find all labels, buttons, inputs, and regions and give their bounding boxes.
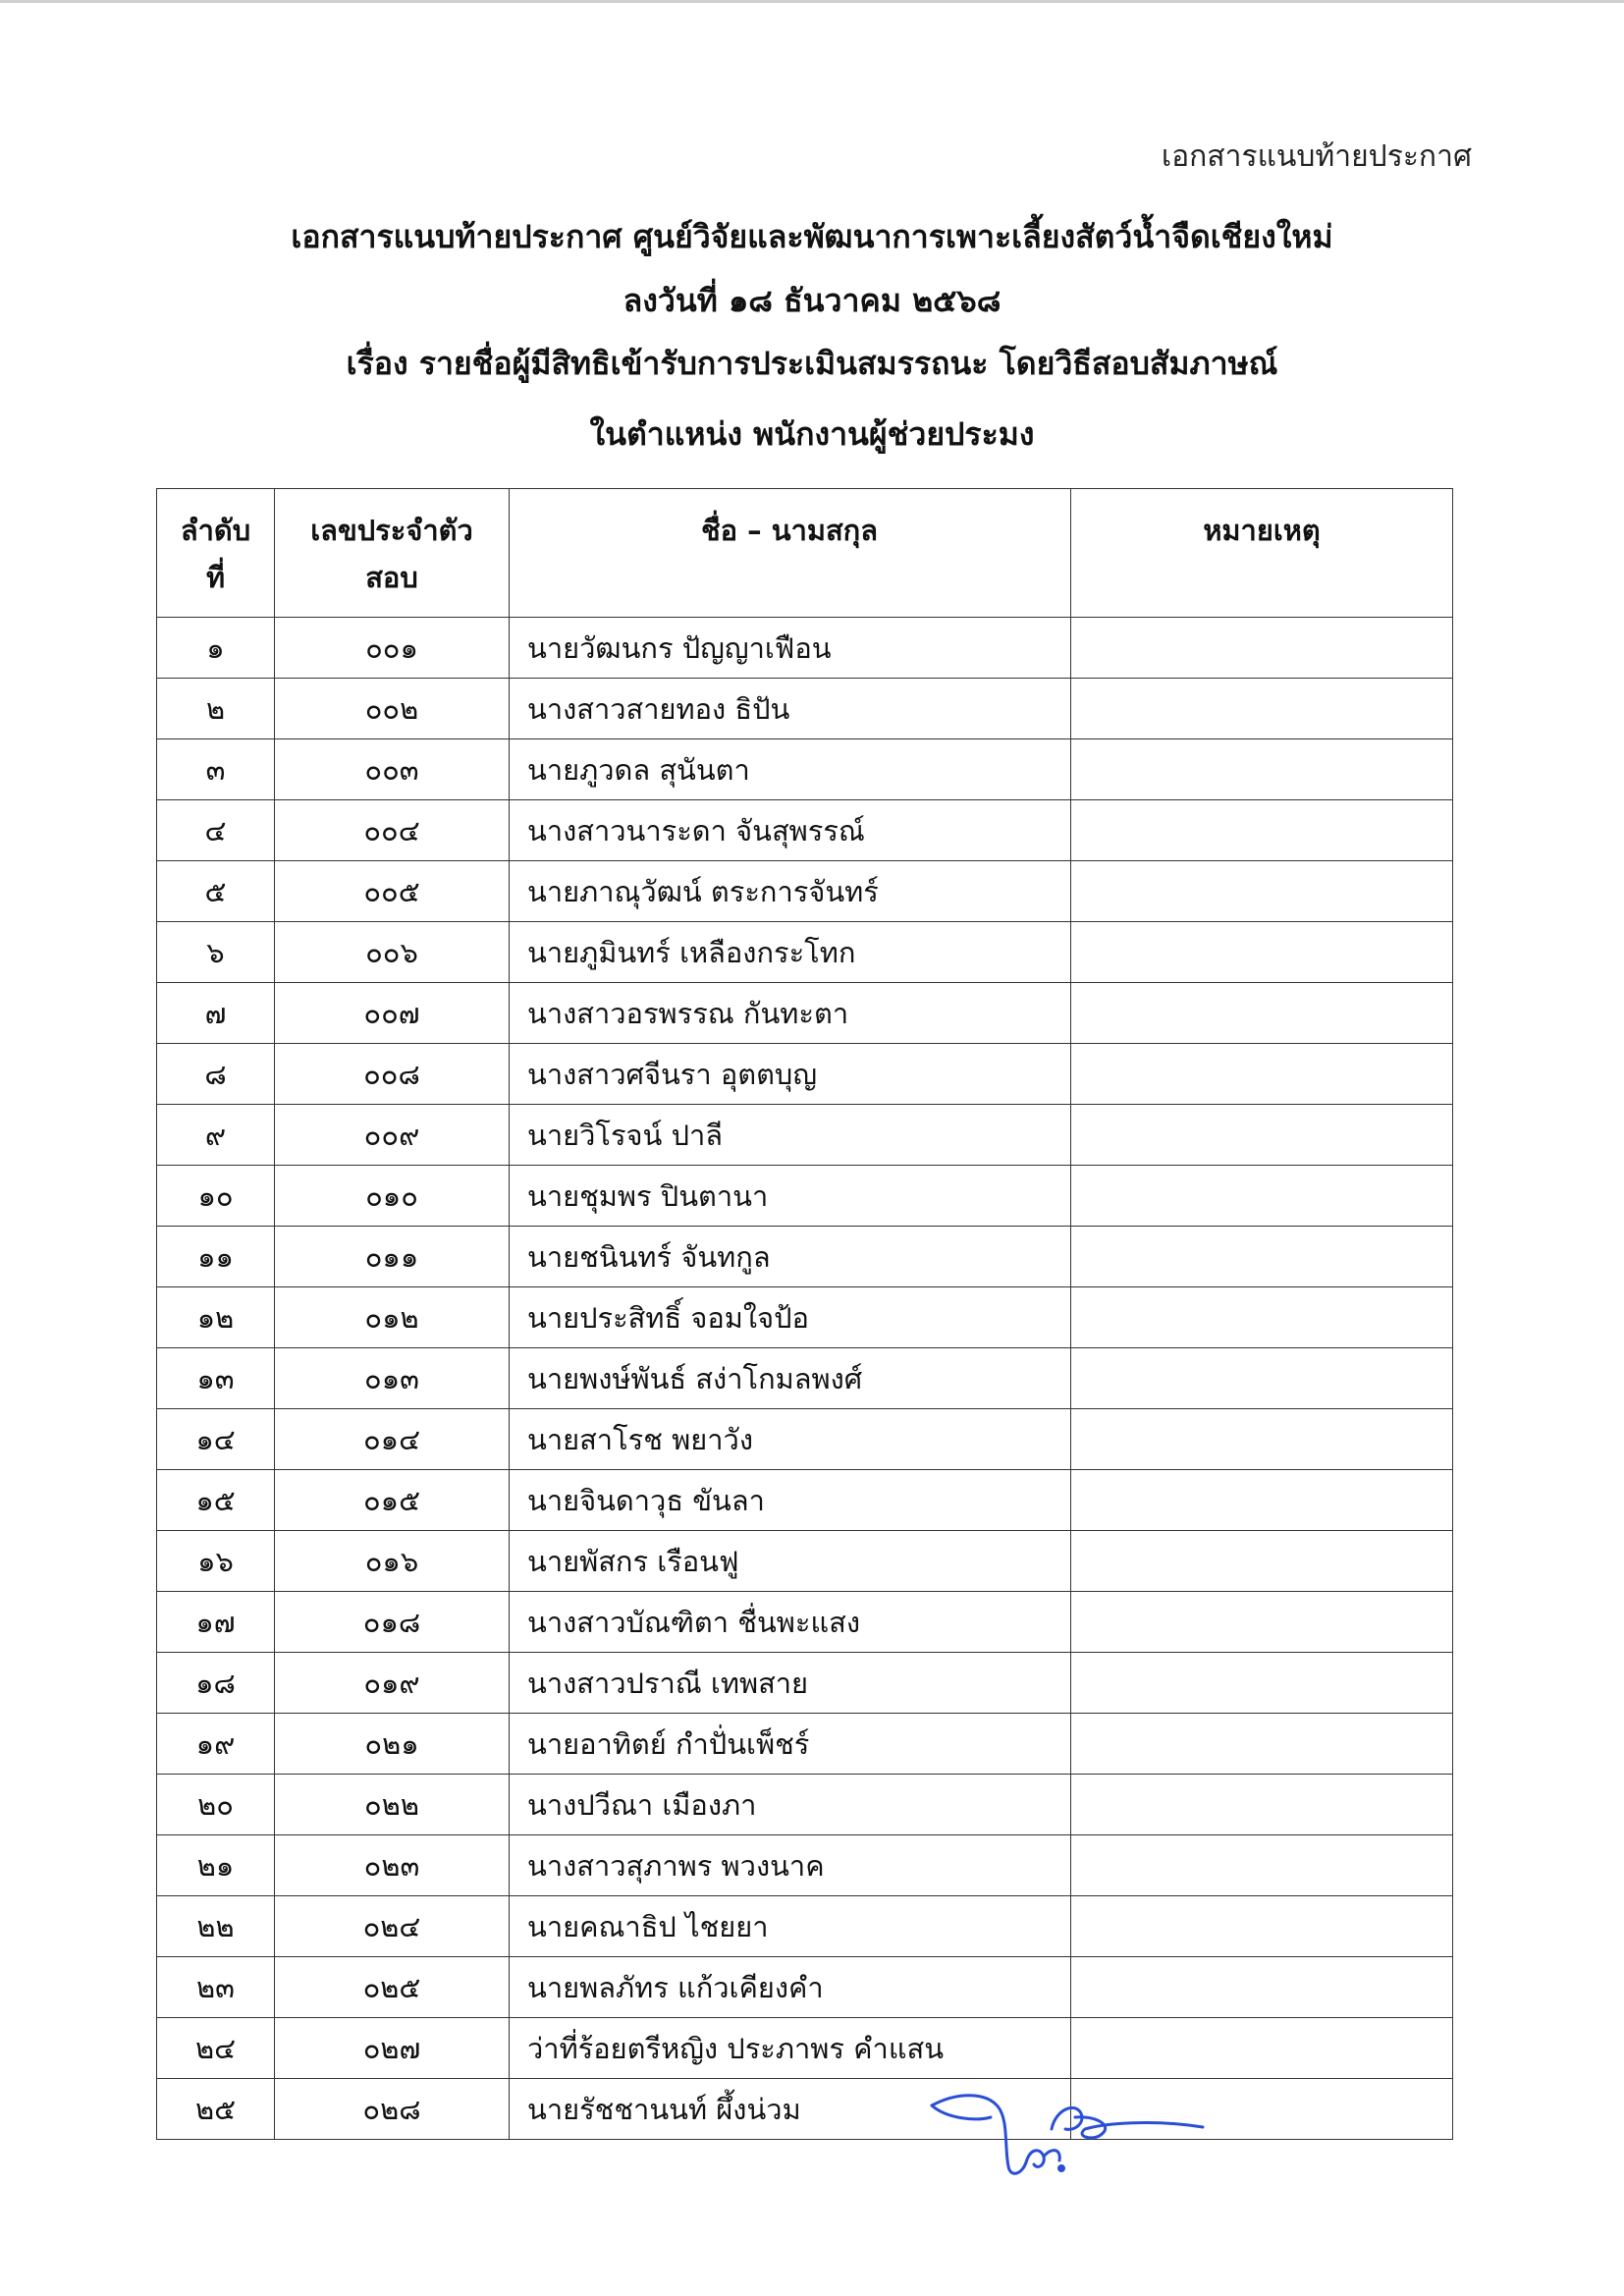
row-exam-id: ๐๒๘ <box>275 2079 510 2140</box>
row-order: ๑๗ <box>157 1592 275 1653</box>
row-remark <box>1071 800 1453 861</box>
row-order: ๒ <box>157 679 275 739</box>
row-name: นายชุมพร ปินตานา <box>510 1166 1071 1227</box>
row-name: นายชนินทร์ จันทกูล <box>510 1227 1071 1287</box>
row-name: นายจินดาวุธ ขันลา <box>510 1470 1071 1531</box>
row-order: ๑๙ <box>157 1714 275 1775</box>
row-remark <box>1071 1714 1453 1775</box>
row-order: ๗ <box>157 983 275 1044</box>
row-remark <box>1071 618 1453 679</box>
row-order: ๑๓ <box>157 1348 275 1409</box>
row-exam-id: ๐๐๓ <box>275 739 510 800</box>
row-exam-id: ๐๐๗ <box>275 983 510 1044</box>
row-exam-id: ๐๑๒ <box>275 1287 510 1348</box>
table-row <box>157 1835 1453 1896</box>
row-remark <box>1071 1957 1453 2018</box>
row-remark <box>1071 679 1453 739</box>
table-row <box>157 679 1453 739</box>
row-order: ๒๔ <box>157 2018 275 2079</box>
row-exam-id: ๐๑๔ <box>275 1409 510 1470</box>
row-remark <box>1071 861 1453 922</box>
row-name: นางสาวศจีนรา อุตตบุญ <box>510 1044 1071 1105</box>
table-row <box>157 800 1453 861</box>
row-name: ว่าที่ร้อยตรีหญิง ประภาพร คำแสน <box>510 2018 1071 2079</box>
header-order-line2: ที่ <box>205 561 226 594</box>
document-date: ลงวันที่ ๑๘ ธันวาคม ๒๕๖๘ <box>623 282 1001 319</box>
row-name: นายคณาธิป ไชยยา <box>510 1896 1071 1957</box>
row-name: นายสาโรช พยาวัง <box>510 1409 1071 1470</box>
row-exam-id: ๐๐๘ <box>275 1044 510 1105</box>
row-name: นายพลภัทร แก้วเคียงคำ <box>510 1957 1071 2018</box>
table-row <box>157 1531 1453 1592</box>
table-row <box>157 618 1453 679</box>
row-order: ๓ <box>157 739 275 800</box>
document-subject: เรื่อง รายชื่อผู้มีสิทธิเข้ารับการประเมินสมรรถนะ โดยวิธีสอบสัมภาษณ์ <box>346 345 1278 382</box>
row-order: ๑๘ <box>157 1653 275 1714</box>
table-row <box>157 1166 1453 1227</box>
row-name: นายอาทิตย์ กำปั่นเพ็ชร์ <box>510 1714 1071 1775</box>
row-order: ๒๕ <box>157 2079 275 2140</box>
row-exam-id: ๐๐๒ <box>275 679 510 739</box>
table-row <box>157 2018 1453 2079</box>
row-name: นายภูมินทร์ เหลืองกระโทก <box>510 922 1071 983</box>
row-remark <box>1071 1348 1453 1409</box>
row-exam-id: ๐๑๐ <box>275 1166 510 1227</box>
row-remark <box>1071 922 1453 983</box>
attachment-label: เอกสารแนบท้ายประกาศ <box>1161 139 1472 174</box>
row-order: ๑๕ <box>157 1470 275 1531</box>
row-remark <box>1071 1653 1453 1714</box>
signature-strokes <box>932 2096 1203 2174</box>
row-exam-id: ๐๑๓ <box>275 1348 510 1409</box>
table-row <box>157 2079 1453 2140</box>
header-exam-id-line1: เลขประจำตัว <box>310 514 473 547</box>
row-exam-id: ๐๑๑ <box>275 1227 510 1287</box>
row-order: ๑๑ <box>157 1227 275 1287</box>
candidate-table <box>156 488 1453 2140</box>
row-remark <box>1071 1775 1453 1835</box>
row-name: นายพงษ์พันธ์ สง่าโกมลพงศ์ <box>510 1348 1071 1409</box>
row-exam-id: ๐๒๓ <box>275 1835 510 1896</box>
table-row <box>157 1470 1453 1531</box>
row-order: ๙ <box>157 1105 275 1166</box>
row-order: ๑๒ <box>157 1287 275 1348</box>
row-exam-id: ๐๒๑ <box>275 1714 510 1775</box>
row-remark <box>1071 1166 1453 1227</box>
table-row <box>157 922 1453 983</box>
document-title: เอกสารแนบท้ายประกาศ ศูนย์วิจัยและพัฒนาการเพาะเลี้ยงสัตว์น้ำจืดเชียงใหม่ <box>291 218 1333 255</box>
row-exam-id: ๐๒๔ <box>275 1896 510 1957</box>
row-exam-id: ๐๒๒ <box>275 1775 510 1835</box>
row-remark <box>1071 739 1453 800</box>
row-order: ๒๑ <box>157 1835 275 1896</box>
row-name: นางสาวสุภาพร พวงนาค <box>510 1835 1071 1896</box>
header-name: ชื่อ – นามสกุล <box>510 489 1071 618</box>
row-order: ๒๓ <box>157 1957 275 2018</box>
table-row <box>157 1653 1453 1714</box>
row-name: นายรัชชานนท์ ผึ้งน่วม <box>510 2079 1071 2140</box>
row-exam-id: ๐๐๔ <box>275 800 510 861</box>
row-order: ๒๒ <box>157 1896 275 1957</box>
row-remark <box>1071 1531 1453 1592</box>
row-name: นางสาวนาระดา จันสุพรรณ์ <box>510 800 1071 861</box>
header-remark: หมายเหตุ <box>1071 489 1453 618</box>
table-row <box>157 1775 1453 1835</box>
table-row <box>157 1348 1453 1409</box>
row-order: ๖ <box>157 922 275 983</box>
row-name: นายวัฒนกร ปัญญาเฟือน <box>510 618 1071 679</box>
row-order: ๘ <box>157 1044 275 1105</box>
row-remark <box>1071 1592 1453 1653</box>
row-name: นายพัสกร เรือนฟู <box>510 1531 1071 1592</box>
row-name: นายภูวดล สุนันตา <box>510 739 1071 800</box>
row-remark <box>1071 2018 1453 2079</box>
row-remark <box>1071 1044 1453 1105</box>
table-header-row <box>157 489 1453 618</box>
row-exam-id: ๐๐๙ <box>275 1105 510 1166</box>
document-position: ในตำแหน่ง พนักงานผู้ช่วยประมง <box>589 415 1035 453</box>
row-remark <box>1071 1227 1453 1287</box>
row-name: นางสาวปราณี เทพสาย <box>510 1653 1071 1714</box>
row-order: ๑ <box>157 618 275 679</box>
header-exam-id <box>275 489 510 618</box>
row-remark <box>1071 1470 1453 1531</box>
table-row <box>157 1896 1453 1957</box>
row-name: นางปวีณา เมืองภา <box>510 1775 1071 1835</box>
row-name: นายวิโรจน์ ปาลี <box>510 1105 1071 1166</box>
row-name: นายประสิทธิ์ จอมใจป้อ <box>510 1287 1071 1348</box>
row-order: ๑๖ <box>157 1531 275 1592</box>
table-row <box>157 1409 1453 1470</box>
table-row <box>157 1957 1453 2018</box>
row-exam-id: ๐๑๕ <box>275 1470 510 1531</box>
row-remark <box>1071 1835 1453 1896</box>
row-name: นายภาณุวัฒน์ ตระการจันทร์ <box>510 861 1071 922</box>
row-exam-id: ๐๑๙ <box>275 1653 510 1714</box>
row-remark <box>1071 1896 1453 1957</box>
row-order: ๒๐ <box>157 1775 275 1835</box>
table-row <box>157 739 1453 800</box>
row-exam-id: ๐๐๖ <box>275 922 510 983</box>
header-order-line1: ลำดับ <box>180 514 251 547</box>
row-order: ๔ <box>157 800 275 861</box>
row-exam-id: ๐๑๖ <box>275 1531 510 1592</box>
row-name: นางสาวสายทอง ธิปัน <box>510 679 1071 739</box>
row-exam-id: ๐๑๘ <box>275 1592 510 1653</box>
table-row <box>157 1287 1453 1348</box>
row-remark <box>1071 1105 1453 1166</box>
row-exam-id: ๐๐๕ <box>275 861 510 922</box>
row-name: นางสาวอรพรรณ กันทะตา <box>510 983 1071 1044</box>
row-order: ๕ <box>157 861 275 922</box>
table-row <box>157 1227 1453 1287</box>
header-exam-id-line2: สอบ <box>365 561 418 594</box>
table-row <box>157 1105 1453 1166</box>
row-order: ๑๔ <box>157 1409 275 1470</box>
signature <box>928 2090 1222 2188</box>
row-remark <box>1071 983 1453 1044</box>
table-row <box>157 1044 1453 1105</box>
row-remark <box>1071 1287 1453 1348</box>
row-exam-id: ๐๐๑ <box>275 618 510 679</box>
row-exam-id: ๐๒๗ <box>275 2018 510 2079</box>
table-row <box>157 1592 1453 1653</box>
scan-edge-line <box>0 0 1624 3</box>
table-row <box>157 983 1453 1044</box>
row-remark <box>1071 1409 1453 1470</box>
table-row <box>157 861 1453 922</box>
row-exam-id: ๐๒๕ <box>275 1957 510 2018</box>
row-order: ๑๐ <box>157 1166 275 1227</box>
table-row <box>157 1714 1453 1775</box>
header-order <box>157 489 275 618</box>
row-name: นางสาวบัณฑิตา ชื่นพะแสง <box>510 1592 1071 1653</box>
